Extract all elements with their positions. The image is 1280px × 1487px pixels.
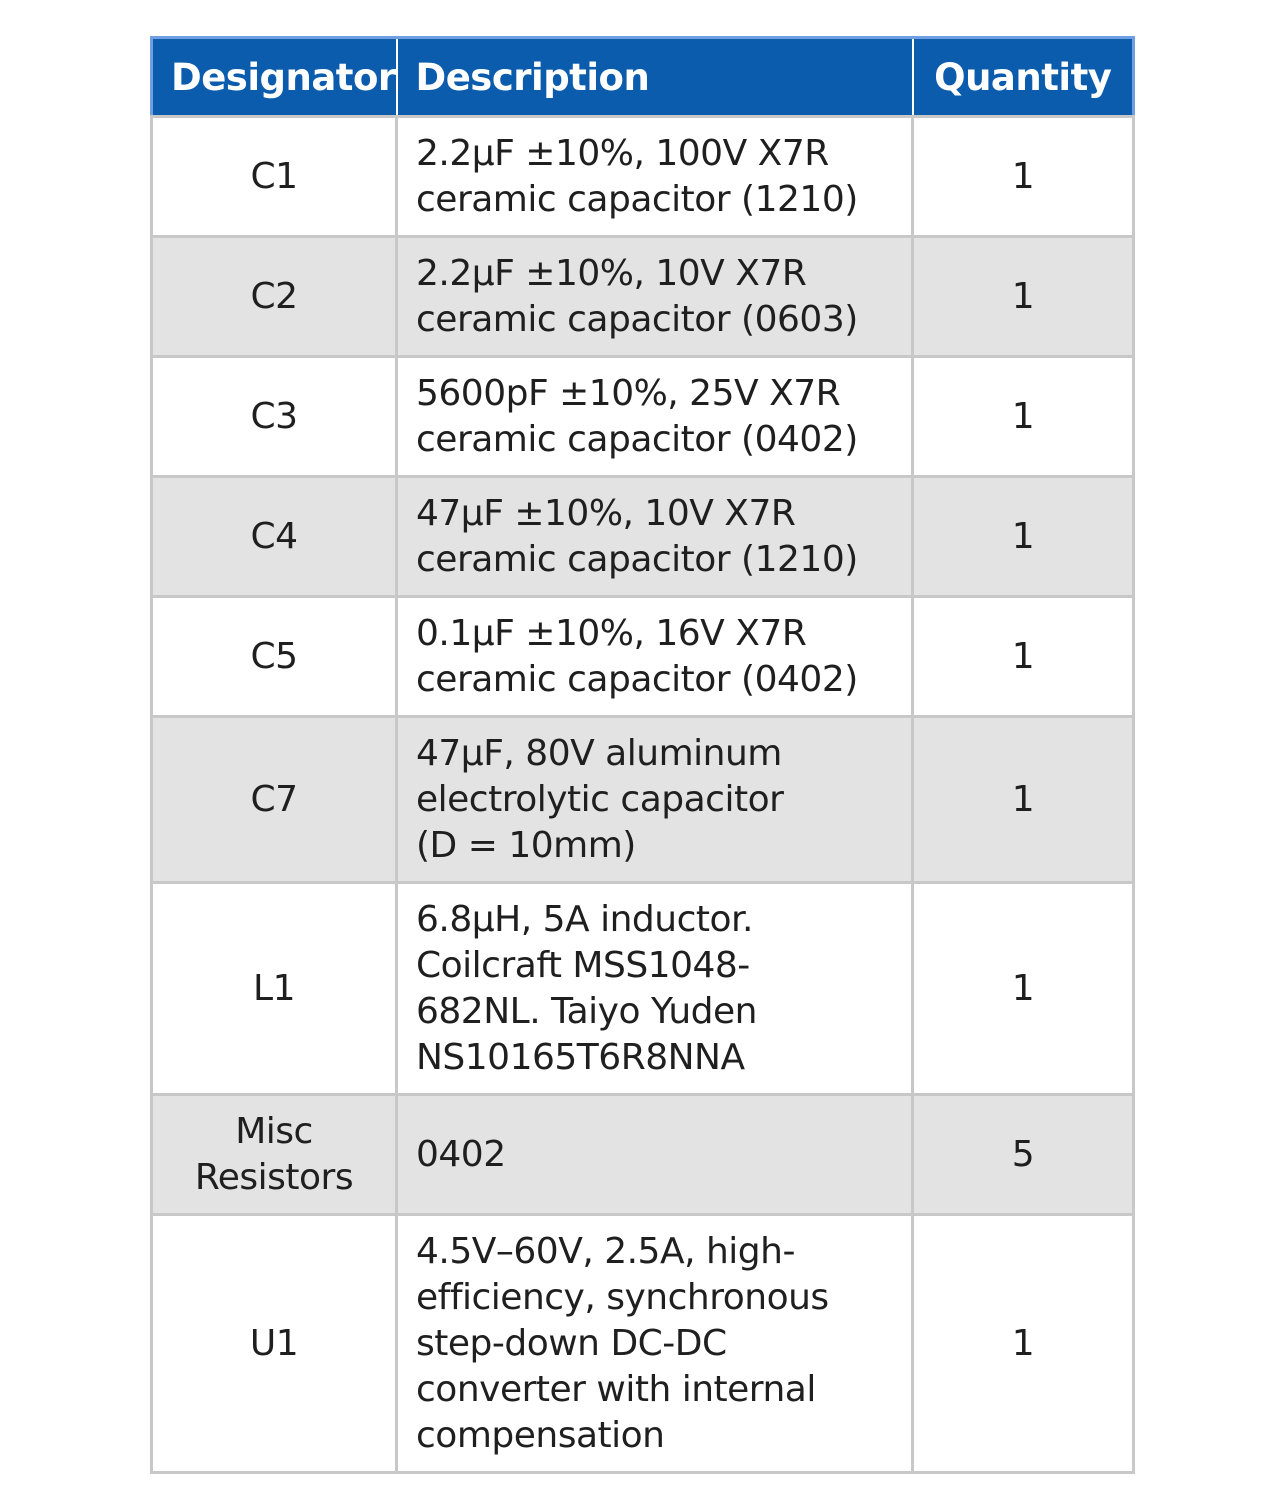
designator-cell: C4	[152, 477, 397, 597]
bill-of-materials-table	[150, 36, 1135, 1474]
table-row	[152, 1095, 1134, 1215]
table-row	[152, 597, 1134, 717]
description-cell: 47µF ±10%, 10V X7R ceramic capacitor (1210)	[397, 477, 913, 597]
table-row	[152, 883, 1134, 1095]
quantity-cell: 1	[913, 117, 1134, 237]
table-row	[152, 237, 1134, 357]
designator-cell: C1	[152, 117, 397, 237]
designator-cell: C2	[152, 237, 397, 357]
header-quantity: Quantity	[913, 38, 1134, 117]
table-row	[152, 1215, 1134, 1473]
description-cell: 0.1µF ±10%, 16V X7R ceramic capacitor (0402)	[397, 597, 913, 717]
table-header	[152, 38, 1134, 117]
description-cell: 4.5V–60V, 2.5A, high- efficiency, synchronous step-down DC-DC converter with internal compensation	[397, 1215, 913, 1473]
quantity-cell: 1	[913, 597, 1134, 717]
description-cell: 0402	[397, 1095, 913, 1215]
table-body	[152, 117, 1134, 1473]
quantity-cell: 1	[913, 1215, 1134, 1473]
table-row	[152, 357, 1134, 477]
designator-cell: C3	[152, 357, 397, 477]
quantity-cell: 1	[913, 883, 1134, 1095]
table-row	[152, 117, 1134, 237]
quantity-cell: 1	[913, 717, 1134, 883]
description-cell: 2.2µF ±10%, 10V X7R ceramic capacitor (0603)	[397, 237, 913, 357]
table-row	[152, 477, 1134, 597]
designator-cell: C5	[152, 597, 397, 717]
description-cell: 47µF, 80V aluminum electrolytic capacitor (D = 10mm)	[397, 717, 913, 883]
quantity-cell: 1	[913, 237, 1134, 357]
quantity-cell: 1	[913, 357, 1134, 477]
header-designator: Designator	[152, 38, 397, 117]
description-cell: 5600pF ±10%, 25V X7R ceramic capacitor (0402)	[397, 357, 913, 477]
designator-cell: C7	[152, 717, 397, 883]
designator-cell: U1	[152, 1215, 397, 1473]
table-row	[152, 717, 1134, 883]
quantity-cell: 5	[913, 1095, 1134, 1215]
header-description: Description	[397, 38, 913, 117]
description-cell: 6.8µH, 5A inductor. Coilcraft MSS1048- 682NL. Taiyo Yuden NS10165T6R8NNA	[397, 883, 913, 1095]
designator-cell: L1	[152, 883, 397, 1095]
header-row	[152, 38, 1134, 117]
description-cell: 2.2µF ±10%, 100V X7R ceramic capacitor (1210)	[397, 117, 913, 237]
quantity-cell: 1	[913, 477, 1134, 597]
designator-cell: Misc Resistors	[152, 1095, 397, 1215]
